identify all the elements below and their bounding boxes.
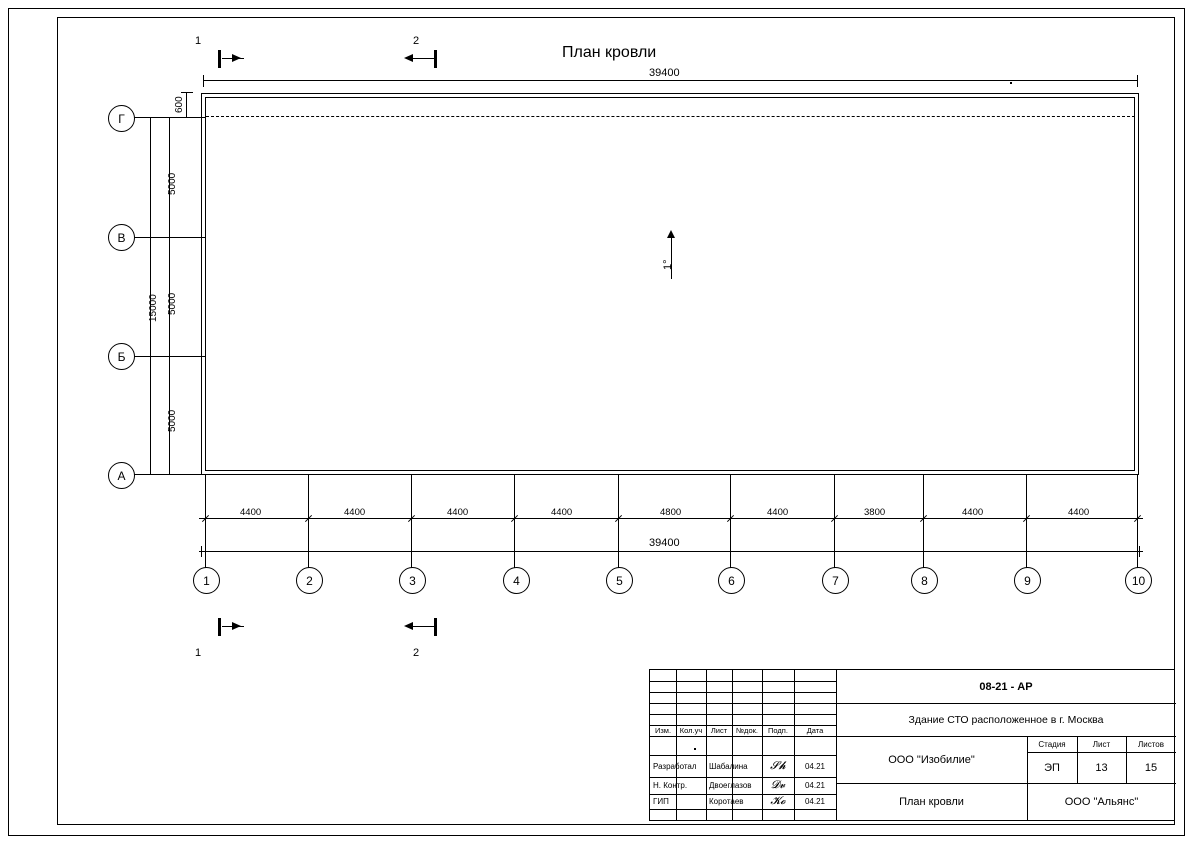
revision-header-data: Дата (806, 726, 824, 735)
section-mark-top-1-bar (218, 50, 221, 68)
section-mark-bottom-1-arrow (232, 622, 241, 630)
revision-header-koluch: Кол.уч (679, 726, 703, 735)
axis-bubble-3 (399, 567, 426, 594)
bottom-spacing-dim-line (199, 518, 1143, 519)
role-label-2: ГИП (653, 797, 669, 806)
axis-bubble-4 (503, 567, 530, 594)
sheet-name: План кровли (899, 796, 964, 808)
role-signature-2: 𝓚𝓸 (770, 795, 786, 807)
bottom-total-tick-right (1139, 546, 1140, 557)
axis-bubble-3-label: 3 (409, 573, 416, 588)
stage-value-listov: 15 (1144, 761, 1158, 774)
stage-value-list: 13 (1095, 761, 1108, 774)
revision-header-list: Лист (710, 726, 728, 735)
bottom-total-dim-line (199, 551, 1143, 552)
axis-bubble-1 (193, 567, 220, 594)
parapet-offset-tick-top (181, 92, 193, 93)
revision-row-line-2 (650, 692, 836, 693)
stage-header-stadia: Стадия (1038, 739, 1066, 749)
section-mark-top-2-line (412, 58, 434, 59)
slope-arrow-head (667, 230, 675, 238)
axis-line-g (133, 117, 205, 118)
axis-bubble-10-label: 10 (1131, 573, 1146, 588)
top-dim-dot (1010, 82, 1012, 84)
role-date-1: 04.21 (804, 781, 826, 790)
section-mark-top-1-label: 1 (195, 35, 202, 47)
top-dim-tick-right (1137, 75, 1138, 87)
axis-bubble-1-label: 1 (203, 573, 210, 588)
role-row-line-3 (650, 809, 836, 810)
axis-bubble-5 (606, 567, 633, 594)
axis-bubble-5-label: 5 (616, 573, 623, 588)
vertical-total-label: 15000 (148, 294, 159, 322)
revision-row-line-4 (650, 714, 836, 715)
horizontal-spacing-label-3: 4400 (551, 507, 573, 518)
horizontal-spacing-label-2: 4400 (447, 507, 469, 518)
axis-bubble-a (108, 462, 135, 489)
axis-bubble-a-label: А (117, 468, 126, 483)
section-mark-bottom-1-bar (218, 618, 221, 636)
role-name-0: Шабалина (709, 761, 748, 771)
axis-bubble-v (108, 224, 135, 251)
slope-arrow-shaft (671, 237, 672, 279)
grid-line-7 (834, 475, 835, 570)
top-total-dimension-label: 39400 (649, 67, 680, 79)
grid-line-10 (1137, 475, 1138, 570)
vertical-spacing-label-1: 5000 (167, 292, 178, 315)
customer-name: ООО "Изобилие" (888, 753, 975, 766)
role-signature-1: 𝓓𝓿 (770, 779, 786, 791)
axis-line-v (133, 237, 205, 238)
revision-header-top-line (650, 736, 836, 737)
axis-bubble-v-label: В (117, 230, 126, 245)
section-mark-bottom-2-arrow (404, 622, 413, 630)
axis-bubble-6 (718, 567, 745, 594)
revision-row-dot (694, 748, 696, 750)
role-label-0: Разработал (653, 761, 697, 771)
axis-bubble-7 (822, 567, 849, 594)
top-total-dimension-line (203, 80, 1138, 81)
grid-line-3 (411, 475, 412, 570)
horizontal-spacing-label-5: 4400 (767, 507, 789, 518)
role-name-2: Коротаев (709, 797, 744, 806)
title-block (649, 669, 1175, 821)
axis-bubble-8-label: 8 (921, 573, 928, 588)
grid-line-9 (1026, 475, 1027, 570)
section-mark-top-2-bar (434, 50, 437, 68)
horizontal-spacing-label-0: 4400 (240, 507, 262, 518)
role-name-1: Двоеглазов (709, 781, 752, 790)
bottom-total-dimension-label: 39400 (649, 537, 680, 549)
grid-line-6 (730, 475, 731, 570)
revision-row-line-1 (650, 681, 836, 682)
axis-bubble-b-label: Б (117, 349, 126, 364)
axis-bubble-g (108, 105, 135, 132)
revision-header-ndok: №док. (736, 726, 758, 735)
role-date-0: 04.21 (804, 761, 826, 771)
revision-header-podp: Подп. (768, 726, 788, 735)
section-mark-bottom-1-label: 1 (195, 647, 202, 659)
vertical-spacing-label-2: 5000 (167, 409, 178, 432)
section-mark-bottom-2-line (412, 626, 434, 627)
axis-line-b (133, 356, 205, 357)
stage-header-list: Лист (1092, 739, 1111, 749)
section-mark-bottom-2-bar (434, 618, 437, 636)
horizontal-spacing-label-1: 4400 (344, 507, 366, 518)
revision-header-izm: Изм. (654, 726, 672, 735)
grid-line-1 (205, 475, 206, 570)
axis-bubble-6-label: 6 (728, 573, 735, 588)
section-mark-top-1-arrow (232, 54, 241, 62)
stage-header-listov: Листов (1138, 739, 1164, 749)
axis-bubble-b (108, 343, 135, 370)
parapet-offset-dim-line (186, 92, 187, 117)
horizontal-spacing-label-6: 3800 (864, 507, 886, 518)
axis-bubble-2 (296, 567, 323, 594)
parapet-offset-label: 600 (174, 96, 185, 113)
axis-bubble-g-label: Г (118, 111, 125, 126)
bottom-total-tick-left (201, 546, 202, 557)
axis-line-a (133, 474, 205, 475)
horizontal-spacing-label-8: 4400 (1068, 507, 1090, 518)
axis-bubble-2-label: 2 (306, 573, 313, 588)
section-mark-top-2-label: 2 (413, 35, 420, 47)
grid-line-8 (923, 475, 924, 570)
organization-name: ООО "Альянс" (1064, 796, 1139, 808)
roof-parapet-dashed-line (206, 116, 1135, 117)
axis-bubble-9 (1014, 567, 1041, 594)
slope-label: 1° (662, 259, 674, 270)
section-mark-bottom-2-label: 2 (413, 647, 420, 659)
role-date-2: 04.21 (804, 797, 826, 806)
drawing-code: 08-21 - АР (979, 680, 1033, 693)
horizontal-spacing-label-7: 4400 (962, 507, 984, 518)
grid-line-4 (514, 475, 515, 570)
revision-row-line-3 (650, 703, 836, 704)
axis-bubble-7-label: 7 (832, 573, 839, 588)
object-name: Здание СТО расположенное в г. Москва (908, 713, 1104, 726)
grid-line-2 (308, 475, 309, 570)
axis-bubble-9-label: 9 (1024, 573, 1031, 588)
role-label-1: Н. Контр. (653, 781, 688, 790)
axis-bubble-4-label: 4 (513, 573, 520, 588)
vertical-spacing-label-0: 5000 (167, 172, 178, 195)
top-dim-tick-left (203, 75, 204, 87)
horizontal-spacing-label-4: 4800 (660, 507, 682, 518)
grid-line-5 (618, 475, 619, 570)
axis-bubble-8 (911, 567, 938, 594)
role-signature-0: 𝓢𝓱 (770, 759, 786, 772)
page-title: План кровли (562, 44, 657, 61)
stage-value-stadia: ЭП (1044, 761, 1060, 774)
section-mark-top-2-arrow (404, 54, 413, 62)
roof-outline-inner (205, 97, 1135, 471)
axis-bubble-10 (1125, 567, 1152, 594)
